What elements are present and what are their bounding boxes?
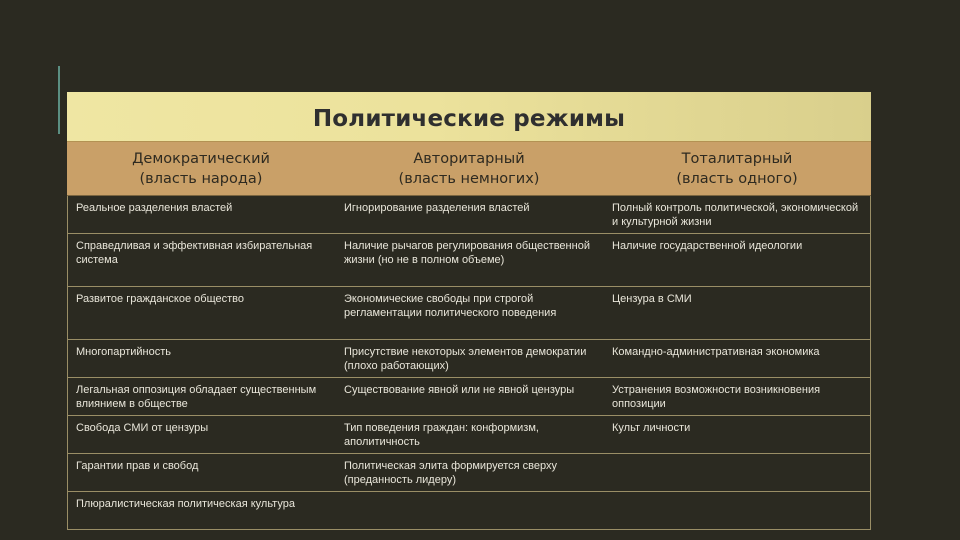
table-cell: Гарантии прав и свобод: [76, 460, 199, 472]
table-cell: Устранения возможности возникновения оппозиции: [612, 384, 821, 410]
table-cell: Справедливая и эффективная избирательная система: [76, 240, 313, 266]
table-cell: Многопартийность: [76, 346, 171, 358]
table-row: [68, 415, 870, 453]
column-name: Авторитарный: [413, 150, 525, 167]
table-row: [68, 196, 870, 233]
column-name: Тоталитарный: [681, 150, 793, 167]
table-cell: Цензура в СМИ: [612, 293, 692, 305]
table-cell: Культ личности: [612, 422, 691, 434]
table-cell: Наличие государственной идеологии: [612, 240, 803, 252]
column-subtitle: (власть народа): [139, 170, 263, 187]
table-row: [68, 286, 870, 339]
table-row: [68, 491, 870, 529]
table-cell: Наличие рычагов регулирования общественной жизни (но не в полном объеме): [344, 240, 590, 266]
table-row: [68, 339, 870, 377]
column-header-democratic: [67, 142, 335, 195]
table-cell: [336, 492, 604, 529]
table-cell: Развитое гражданское общество: [76, 293, 244, 305]
accent-line: [58, 66, 60, 134]
table-cell: Реальное разделения властей: [76, 202, 233, 214]
column-subtitle: (власть немногих): [398, 170, 540, 187]
slide-title: Политические режимы: [312, 105, 626, 132]
table-row: [68, 233, 870, 286]
table-row: [68, 453, 870, 491]
table-cell: Свобода СМИ от цензуры: [76, 422, 209, 434]
column-name: Демократический: [132, 150, 270, 167]
table-cell: Игнорирование разделения властей: [344, 202, 530, 214]
table-cell: Командно-административная экономика: [612, 346, 820, 358]
table-cell: [604, 492, 870, 529]
column-header-totalitarian: [603, 142, 871, 195]
table-cell: Политическая элита формируется сверху (преданность лидеру): [344, 460, 557, 486]
table-header-row: [67, 142, 871, 196]
table-cell: Легальная оппозиция обладает существенным влиянием в обществе: [76, 384, 317, 410]
table-row: [68, 377, 870, 415]
regimes-table: [67, 92, 871, 530]
table-cell: Экономические свободы при строгой регламентации политического поведения: [344, 293, 557, 319]
table-cell: Существование явной или не явной цензуры: [344, 384, 575, 396]
table-cell: [604, 454, 870, 491]
table-cell: Плюралистическая политическая культура: [76, 498, 295, 510]
table-cell: Присутствие некоторых элементов демократии (плохо работающих): [344, 346, 587, 372]
column-subtitle: (власть одного): [676, 170, 798, 187]
title-band: [67, 92, 871, 142]
column-header-authoritarian: [335, 142, 603, 195]
table-cell: Полный контроль политической, экономической и культурной жизни: [612, 202, 859, 228]
table-cell: Тип поведения граждан: конформизм, аполитичность: [344, 422, 539, 448]
table-body: [67, 196, 871, 530]
